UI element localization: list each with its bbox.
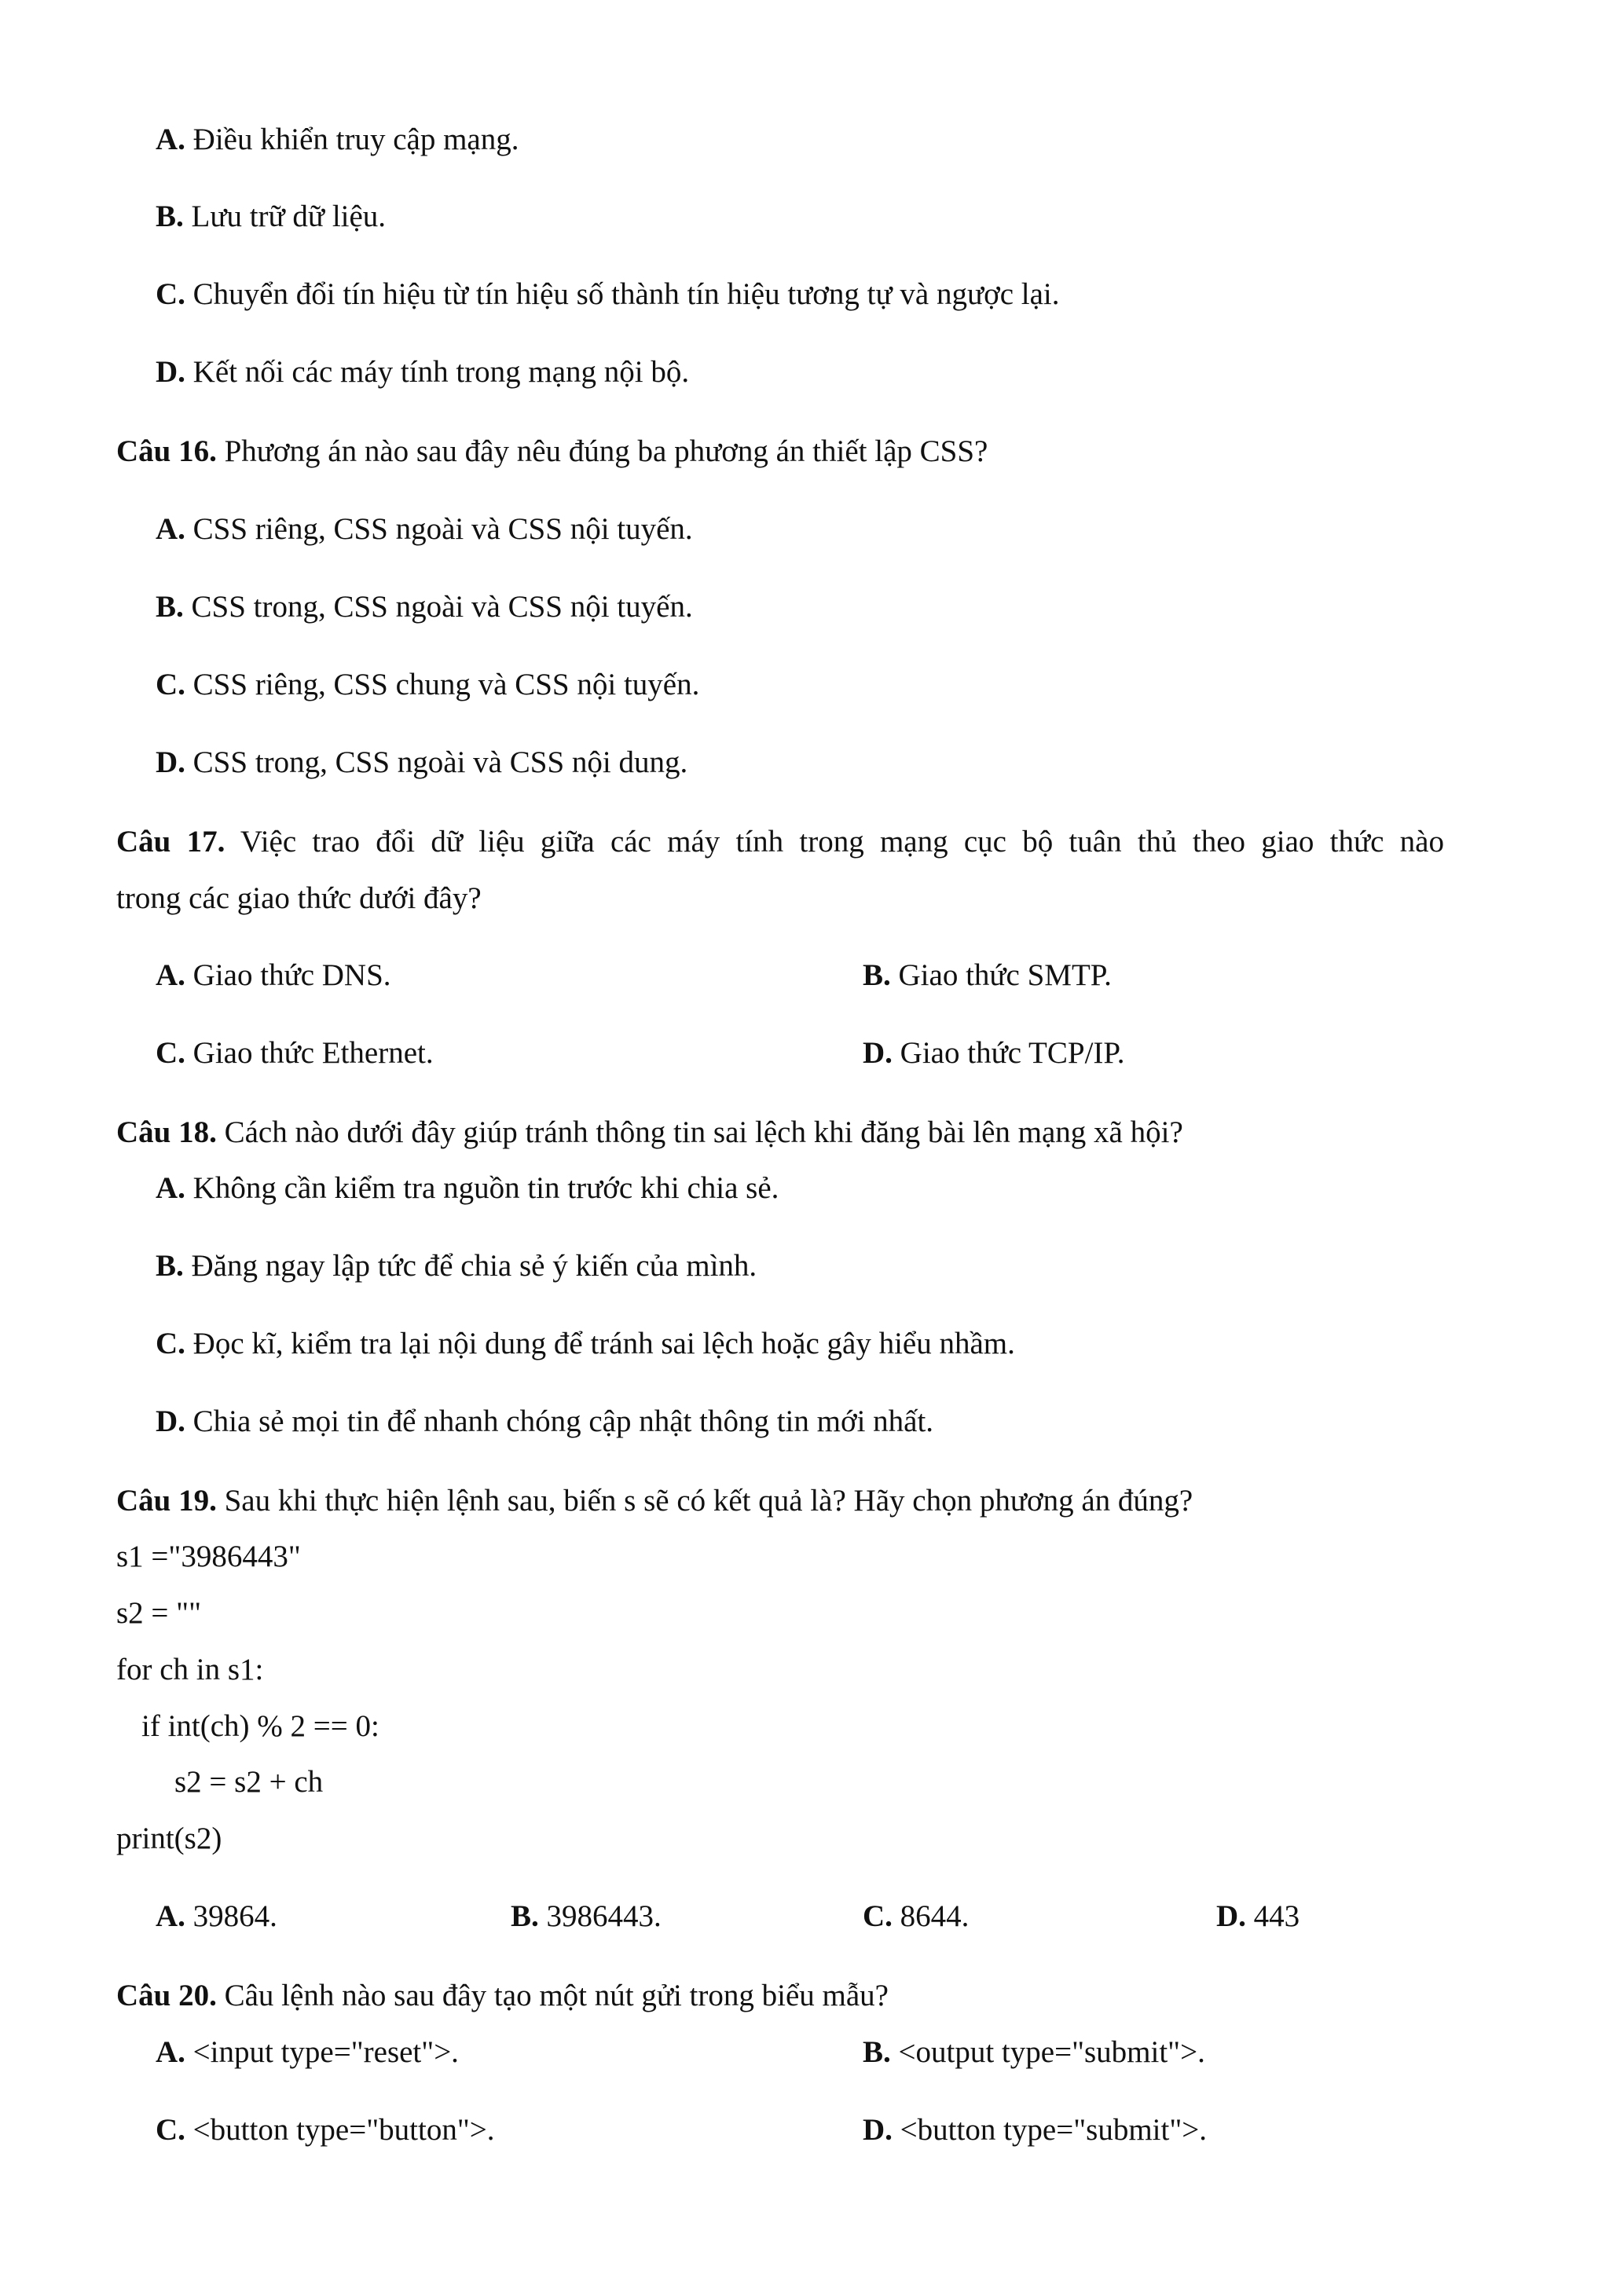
option-text: <button type="submit">.: [892, 2113, 1207, 2147]
option-text: <output type="submit">.: [890, 2035, 1205, 2069]
q16-option-b: [156, 591, 693, 622]
code-line: s1 ="3986443": [116, 1540, 301, 1573]
option-text: Chia sẻ mọi tin để nhanh chóng cập nhật thông tin mới nhất.: [185, 1404, 934, 1438]
option-letter: D.: [156, 355, 185, 389]
q20-option-a: [156, 2037, 459, 2067]
q19-option-c: [863, 1901, 969, 1932]
option-letter: D.: [863, 2113, 893, 2147]
q19-option-b: [511, 1901, 662, 1932]
q17-option-c: [156, 1038, 434, 1068]
code-line: s2 = "": [116, 1596, 202, 1630]
q16-option-c: [156, 669, 699, 700]
question-text: Phương án nào sau đây nêu đúng ba phương án thiết lập CSS?: [216, 434, 988, 468]
q18-stem: [116, 1117, 1183, 1148]
code-line: if int(ch) % 2 == 0:: [141, 1709, 379, 1743]
q20-option-b: [863, 2037, 1205, 2067]
q19-option-d: [1216, 1901, 1300, 1932]
option-text: CSS riêng, CSS chung và CSS nội tuyến.: [185, 668, 700, 701]
option-text: 3986443.: [538, 1899, 662, 1933]
option-letter: C.: [156, 1327, 185, 1360]
code-line: for ch in s1:: [116, 1653, 264, 1686]
option-letter: C.: [156, 1036, 185, 1070]
option-text: Không cần kiểm tra nguồn tin trước khi chia sẻ.: [185, 1171, 779, 1205]
q17-stem-line1: [116, 826, 1444, 857]
code-line: s2 = s2 + ch: [174, 1765, 324, 1799]
option-text: 39864.: [185, 1899, 277, 1933]
option-letter: C.: [156, 2113, 185, 2147]
q15-option-c: [156, 279, 1060, 309]
option-letter: B.: [156, 1249, 184, 1283]
option-letter: D.: [156, 1404, 185, 1438]
option-text: Chuyển đổi tín hiệu từ tín hiệu số thành tín hiệu tương tự và ngược lại.: [185, 277, 1060, 311]
q18-option-b: [156, 1251, 757, 1281]
question-label: Câu 20.: [116, 1979, 217, 2012]
q15-option-b: [156, 201, 386, 232]
q17-stem-line2: trong các giao thức dưới đây?: [116, 881, 482, 915]
option-text: 8644.: [892, 1899, 970, 1933]
option-text: Giao thức SMTP.: [890, 958, 1112, 992]
option-letter: C.: [156, 277, 185, 311]
option-letter: A.: [156, 1899, 185, 1933]
q20-option-d: [863, 2115, 1207, 2145]
option-letter: C.: [863, 1899, 893, 1933]
q17-option-a: [156, 960, 391, 991]
option-letter: B.: [156, 590, 184, 624]
q18-option-c: [156, 1328, 1015, 1359]
q18-option-a: [156, 1173, 779, 1203]
q16-option-a: [156, 514, 693, 544]
q19-option-a: [156, 1901, 277, 1932]
option-text: 443: [1245, 1899, 1300, 1933]
question-text: Câu lệnh nào sau đây tạo một nút gửi trong biểu mẫu?: [216, 1979, 889, 2012]
option-letter: A.: [156, 123, 185, 156]
question-label: Câu 17.: [116, 825, 225, 859]
option-text: Giao thức Ethernet.: [185, 1036, 434, 1070]
option-letter: C.: [156, 668, 185, 701]
q18-option-d: [156, 1406, 933, 1437]
q19-stem: [116, 1485, 1193, 1516]
q20-option-c: [156, 2115, 494, 2145]
option-letter: A.: [156, 1171, 185, 1205]
option-letter: B.: [863, 2035, 891, 2069]
option-text: Đăng ngay lập tức để chia sẻ ý kiến của mình.: [183, 1249, 757, 1283]
option-text: Lưu trữ dữ liệu.: [183, 200, 387, 233]
option-letter: A.: [156, 958, 185, 992]
question-label: Câu 16.: [116, 434, 217, 468]
question-text: Cách nào dưới đây giúp tránh thông tin sai lệch khi đăng bài lên mạng xã hội?: [216, 1115, 1183, 1149]
option-text: Giao thức DNS.: [185, 958, 391, 992]
option-text: Đọc kĩ, kiểm tra lại nội dung để tránh sai lệch hoặc gây hiểu nhầm.: [185, 1327, 1015, 1360]
q15-option-a: [156, 124, 519, 155]
q17-option-b: [863, 960, 1112, 991]
q20-stem: [116, 1980, 889, 2011]
q16-option-d: [156, 747, 687, 778]
question-text: Sau khi thực hiện lệnh sau, biến s sẽ có kết quả là? Hãy chọn phương án đúng?: [216, 1484, 1193, 1518]
q15-option-d: [156, 357, 689, 387]
question-label: Câu 19.: [116, 1484, 217, 1518]
option-text: CSS trong, CSS ngoài và CSS nội dung.: [185, 745, 688, 779]
question-text: Việc trao đổi dữ liệu giữa các máy tính trong mạng cục bộ tuân thủ theo giao thức nào: [225, 825, 1444, 859]
option-letter: D.: [156, 745, 185, 779]
option-letter: D.: [863, 1036, 893, 1070]
question-label: Câu 18.: [116, 1115, 217, 1149]
option-text: Giao thức TCP/IP.: [892, 1036, 1125, 1070]
option-letter: A.: [156, 2035, 185, 2069]
option-text: <button type="button">.: [185, 2113, 495, 2147]
option-text: Điều khiển truy cập mạng.: [185, 123, 519, 156]
option-text: Kết nối các máy tính trong mạng nội bộ.: [185, 355, 690, 389]
option-text: CSS riêng, CSS ngoài và CSS nội tuyến.: [185, 512, 693, 546]
option-letter: B.: [863, 958, 891, 992]
option-letter: D.: [1216, 1899, 1246, 1933]
option-text: <input type="reset">.: [185, 2035, 459, 2069]
code-line: print(s2): [116, 1822, 222, 1855]
option-text: CSS trong, CSS ngoài và CSS nội tuyến.: [183, 590, 693, 624]
option-letter: B.: [156, 200, 184, 233]
q17-option-d: [863, 1038, 1125, 1068]
option-letter: A.: [156, 512, 185, 546]
option-letter: B.: [511, 1899, 539, 1933]
q16-stem: [116, 436, 988, 467]
